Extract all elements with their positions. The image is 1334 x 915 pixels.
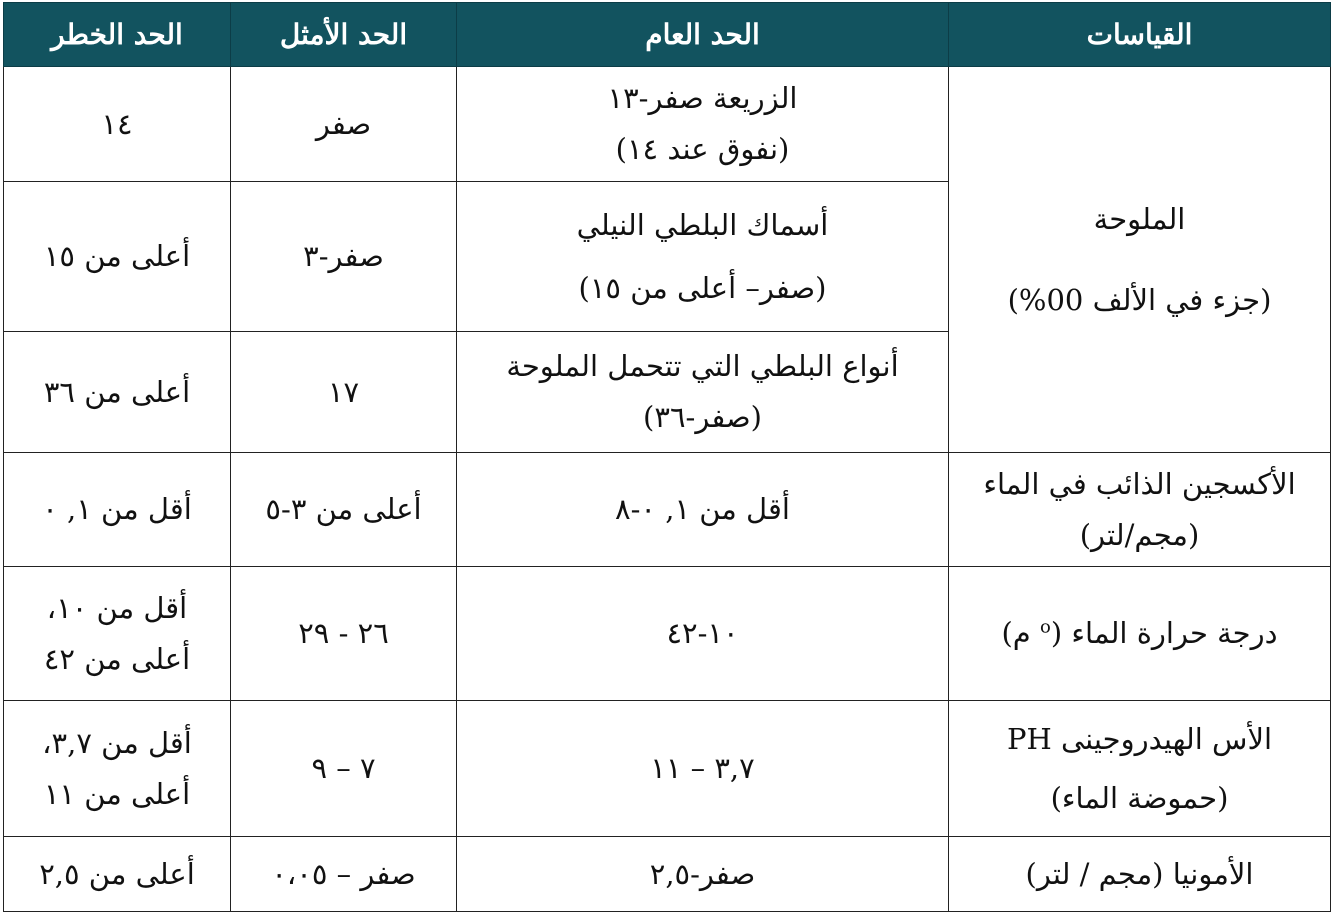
salinity-tolerant-tilapia-danger: أعلى من ٣٦ (4, 332, 231, 453)
table-row (4, 567, 1331, 701)
salinity-fry-optimal: صفر (231, 67, 457, 182)
ammonia-general: صفر-٢,٥ (457, 837, 949, 912)
oxygen-unit: (مجم/لتر) (1079, 517, 1200, 552)
ammonia-optimal: صفر – ٠،٠٥ (231, 837, 457, 912)
oxygen-label: الأكسجين الذائب في الماء (983, 466, 1296, 501)
ph-danger-cell (4, 701, 231, 837)
temperature-general: ١٠-٤٢ (457, 567, 949, 701)
temperature-unit: م) (1001, 616, 1040, 651)
ph-danger-low: أقل من ٣,٧، (42, 725, 192, 760)
salinity-general-cell (457, 67, 949, 182)
salinity-tolerant-tilapia-cell (457, 332, 949, 453)
ammonia-danger: أعلى من ٢,٥ (4, 837, 231, 912)
table-row (4, 453, 1331, 567)
header-row (4, 3, 1331, 67)
salinity-nile-tilapia-optimal: صفر-٣ (231, 182, 457, 332)
salinity-tolerant-tilapia-optimal: ١٧ (231, 332, 457, 453)
temperature-danger-cell (4, 567, 231, 701)
degree-symbol: o (1039, 616, 1051, 638)
table-row (4, 701, 1331, 837)
salinity-unit: (جزء في الألف 00%) (1007, 282, 1272, 317)
header-optimal-limit: الحد الأمثل (231, 3, 457, 67)
header-measurements: القياسات (949, 3, 1331, 67)
salinity-nile-tilapia-range: (صفر– أعلى من ١٥) (578, 270, 827, 305)
salinity-nile-tilapia-title: أسماك البلطي النيلي (576, 207, 829, 242)
salinity-nile-tilapia-cell (457, 182, 949, 332)
header-danger-limit: الحد الخطر (4, 3, 231, 67)
ph-label: الأس الهيدروجينى PH (1006, 721, 1273, 756)
temperature-danger-low: أقل من ١٠، (46, 590, 188, 625)
temperature-label: درجة حرارة الماء ( (1050, 616, 1278, 651)
salinity-label: الملوحة (1093, 201, 1186, 236)
oxygen-danger: أقل من ١, ٠ (4, 453, 231, 567)
salinity-fry-danger: ١٤ (4, 67, 231, 182)
ph-label-cell (949, 701, 1331, 837)
table-row (4, 837, 1331, 912)
ph-danger-high: أعلى من ١١ (43, 776, 191, 811)
header-general-limit: الحد العام (457, 3, 949, 67)
temperature-optimal: ٢٦ - ٢٩ (231, 567, 457, 701)
oxygen-general: أقل من ١, ٠-٨ (457, 453, 949, 567)
oxygen-label-cell (949, 453, 1331, 567)
temperature-danger-high: أعلى من ٤٢ (43, 641, 191, 676)
salinity-fry-note: (نفوق عند ١٤) (615, 132, 790, 166)
ph-unit: (حموضة الماء) (1050, 780, 1229, 815)
salinity-label-cell (949, 67, 1331, 453)
salinity-tolerant-tilapia-title: أنواع البلطي التي تتحمل الملوحة (506, 349, 899, 384)
salinity-fry-range: الزريعة صفر-١٣ (607, 81, 798, 116)
table-row (4, 67, 1331, 182)
oxygen-optimal: أعلى من ٣-٥ (231, 453, 457, 567)
ph-optimal: ٧ – ٩ (231, 701, 457, 837)
salinity-nile-tilapia-danger: أعلى من ١٥ (4, 182, 231, 332)
ph-general: ٣,٧ – ١١ (457, 701, 949, 837)
ammonia-label: الأمونيا (مجم / لتر) (949, 837, 1331, 912)
water-quality-table (3, 2, 1331, 912)
temperature-label-cell (949, 567, 1331, 701)
salinity-tolerant-tilapia-range: (صفر-٣٦) (643, 400, 762, 434)
